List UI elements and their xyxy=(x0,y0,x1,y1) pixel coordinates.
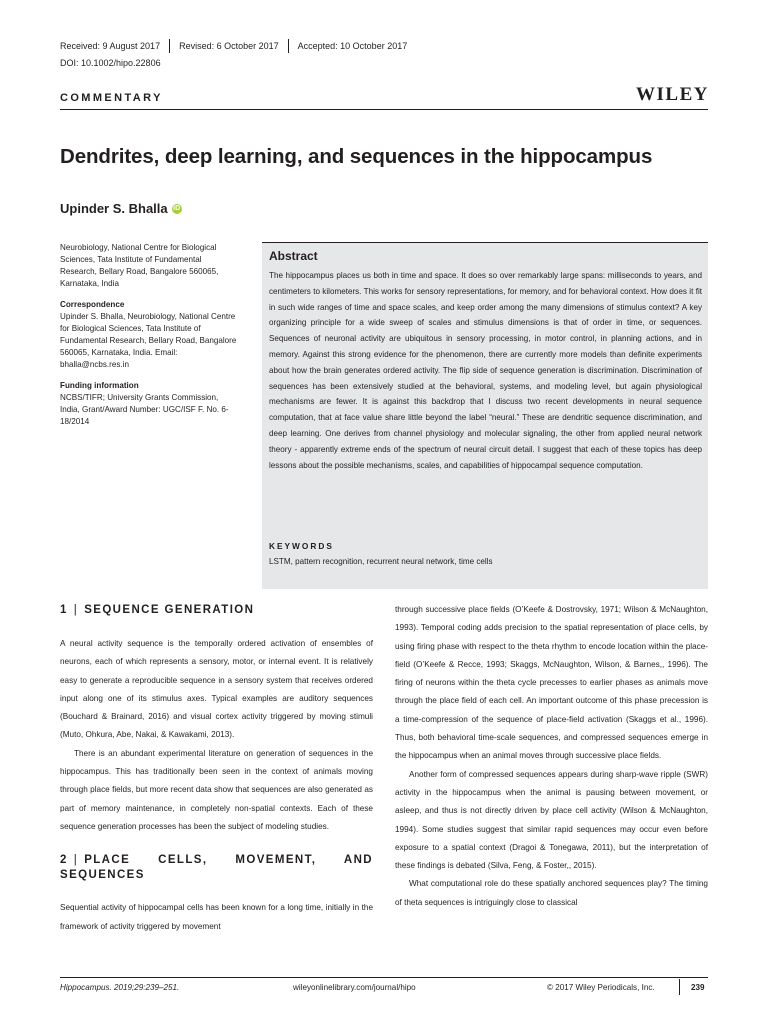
paragraph: Sequential activity of hippocampal cells has been known for a long time, initially in the framework of activity triggered by movement xyxy=(60,903,373,931)
journal-citation: Hippocampus. 2019;29:239–251. xyxy=(60,983,180,992)
section-number: 2 xyxy=(60,854,68,867)
author-name[interactable]: Upinder S. Bhalla xyxy=(60,201,168,216)
section-1-heading: 1 | SEQUENCE GENERATION xyxy=(60,604,255,616)
funding-label: Funding information xyxy=(60,381,139,390)
right-column xyxy=(395,601,708,912)
paragraph: There is an abundant experimental literature on generation of sequences in the hippocampus. This has traditionally been seen in the context of animals moving through place fields, but more recent data show that sequences are also generated as part of memory maintenance, in completely non-spatial contexts. Each of these sequence generation processes has been the subject of modeling studies. xyxy=(60,748,373,831)
correspondence-label: Correspondence xyxy=(60,300,125,309)
revised-date: Revised: 6 October 2017 xyxy=(179,41,279,51)
article-sidebar xyxy=(60,242,238,437)
affiliation: Neurobiology, National Centre for Biological Sciences, Tata Institute of Fundamental Research, Bellary Road, Bangalore 560065, Karnataka, India xyxy=(60,243,219,288)
paragraph: Another form of compressed sequences appears during sharp-wave ripple (SWR) activity in the hippocampus when the animal is pausing between movement, or asleep, and thus is not directly driven by place cell activity (Wilson & McNaughton, 1994). Some studies suggest that similar rapid sequences may occur even before exposure to a spatial context (Dragoi & Tonegawa, 2011), but the interpretation of these findings is debated (Silva, Feng, & Foster,, 2015). xyxy=(395,769,708,871)
received-date: Received: 9 August 2017 xyxy=(60,41,161,51)
section-number: 1 xyxy=(60,604,68,616)
paragraph: through successive place fields (O’Keefe & Dostrovsky, 1971; Wilson & McNaughton, 1993). Temporal coding adds precision to the spatial representation of place cells, by using firing phase with respect to the theta rhythm to encode location within the place-field (O’Keefe & Recce, 1993; Skaggs, McNaughton, Wilson, & Barnes,, 1996). The firing of neurons within the theta cycle precesses to earlier phases as animals move through the place field of each cell. An important outcome of this phase precession is a time-compression of the sequence of place-field activation (Skaggs et al., 1996). Thus, both behavioral time-scale sequences, and compressed sequences emerge in the hippocampus when an animal moves through successive place fields. xyxy=(395,605,708,761)
paragraph: What computational role do these spatially anchored sequences play? The timing of theta sequences is intriguingly close to classical xyxy=(395,879,708,907)
section-2-heading: 2 | PLACE CELLS, MOVEMENT, AND SEQUENCES xyxy=(60,854,373,882)
header-divider xyxy=(60,109,708,110)
date-separator xyxy=(288,39,289,53)
accepted-date: Accepted: 10 October 2017 xyxy=(297,41,408,51)
left-column xyxy=(60,603,373,936)
page-number: 239 xyxy=(691,983,705,992)
copyright: © 2017 Wiley Periodicals, Inc. xyxy=(547,983,655,992)
paragraph: A neural activity sequence is the temporally ordered activation of ensembles of neurons, each of which represents a sensory, motor, or internal event. It is relatively easy to generate a reproducible sequence in a sensory system that receives ordered input along one of its stimulus axes. Typical examples are auditory sequences (Bouchard & Brainard, 2016) and visual cortex activity triggered by moving stimuli (Muto, Ohkura, Abe, Nakai, & Kawakami, 2013). xyxy=(60,639,373,740)
orcid-icon[interactable]: iD xyxy=(173,205,181,212)
correspondence-text: Upinder S. Bhalla, Neurobiology, National Centre for Biological Sciences, Tata Institute of Fundamental Research, Bellary Road, Bangalore 560065, Karnataka, India. Email: bhalla@ncbs.res.in xyxy=(60,312,237,369)
abstract-text: The hippocampus places us both in time and space. It does so over remarkably large spans: milliseconds to years, and centimeters to kilometers. This works for sensory representations, for memory, and for behavioral context. How does it fit in such wide ranges of time and space scales, and keep order among the many dimensions of stimulus context? A key organizing principle for a wide sweep of scales and stimulus dimensions is that of order in time, or sequences. Sequences of neuronal activity are ubiquitous in sensory processing, in motor control, in planning actions, and in memory. Against this strong evidence for the phenomenon, there are currently more models than definite experiments about how the brain generates ordered activity. The flip side of sequence generation is discrimination. Discrimination of sequences has been extensively studied at the behavioral, systems, and modeling level, but again physiological mechanisms are fewer. It is against this backdrop that I discuss two recent developments in neural sequence computation, that at face value share little beyond the label “neural.” These are dendritic sequence discrimination, and deep learning. One derives from channel physiology and molecular signaling, the other from applied neural network theory - apparently extreme ends of the spectrum of neural circuit detail. I suggest that each of these topics has deep lessons about the possible mechanisms, scales, and capabilities of hippocampal sequence computation. xyxy=(269,271,702,470)
section-title: SEQUENCE GENERATION xyxy=(84,604,255,616)
journal-url[interactable]: wileyonlinelibrary.com/journal/hipo xyxy=(293,983,416,992)
article-title: Dendrites, deep learning, and sequences in the hippocampus xyxy=(60,145,653,168)
article-type: COMMENTARY xyxy=(60,92,163,104)
abstract-box xyxy=(262,242,708,589)
keywords-list: LSTM, pattern recognition, recurrent neural network, time cells xyxy=(269,557,493,566)
abstract-divider xyxy=(262,242,708,243)
abstract-heading: Abstract xyxy=(269,249,318,263)
footer-divider xyxy=(60,977,708,978)
author-line xyxy=(60,201,182,216)
date-separator xyxy=(169,39,170,53)
page-separator xyxy=(679,979,680,995)
article-dates xyxy=(60,39,407,53)
keywords-label: KEYWORDS xyxy=(269,541,334,551)
publisher-logo: WILEY xyxy=(636,84,709,105)
doi[interactable]: DOI: 10.1002/hipo.22806 xyxy=(60,58,161,68)
section-title: PLACE CELLS, MOVEMENT, AND SEQUENCES xyxy=(60,854,373,882)
funding-text: NCBS/TIFR; University Grants Commission, India, Grant/Award Number: UGC/ISF F. No. 6-18/2014 xyxy=(60,393,229,426)
